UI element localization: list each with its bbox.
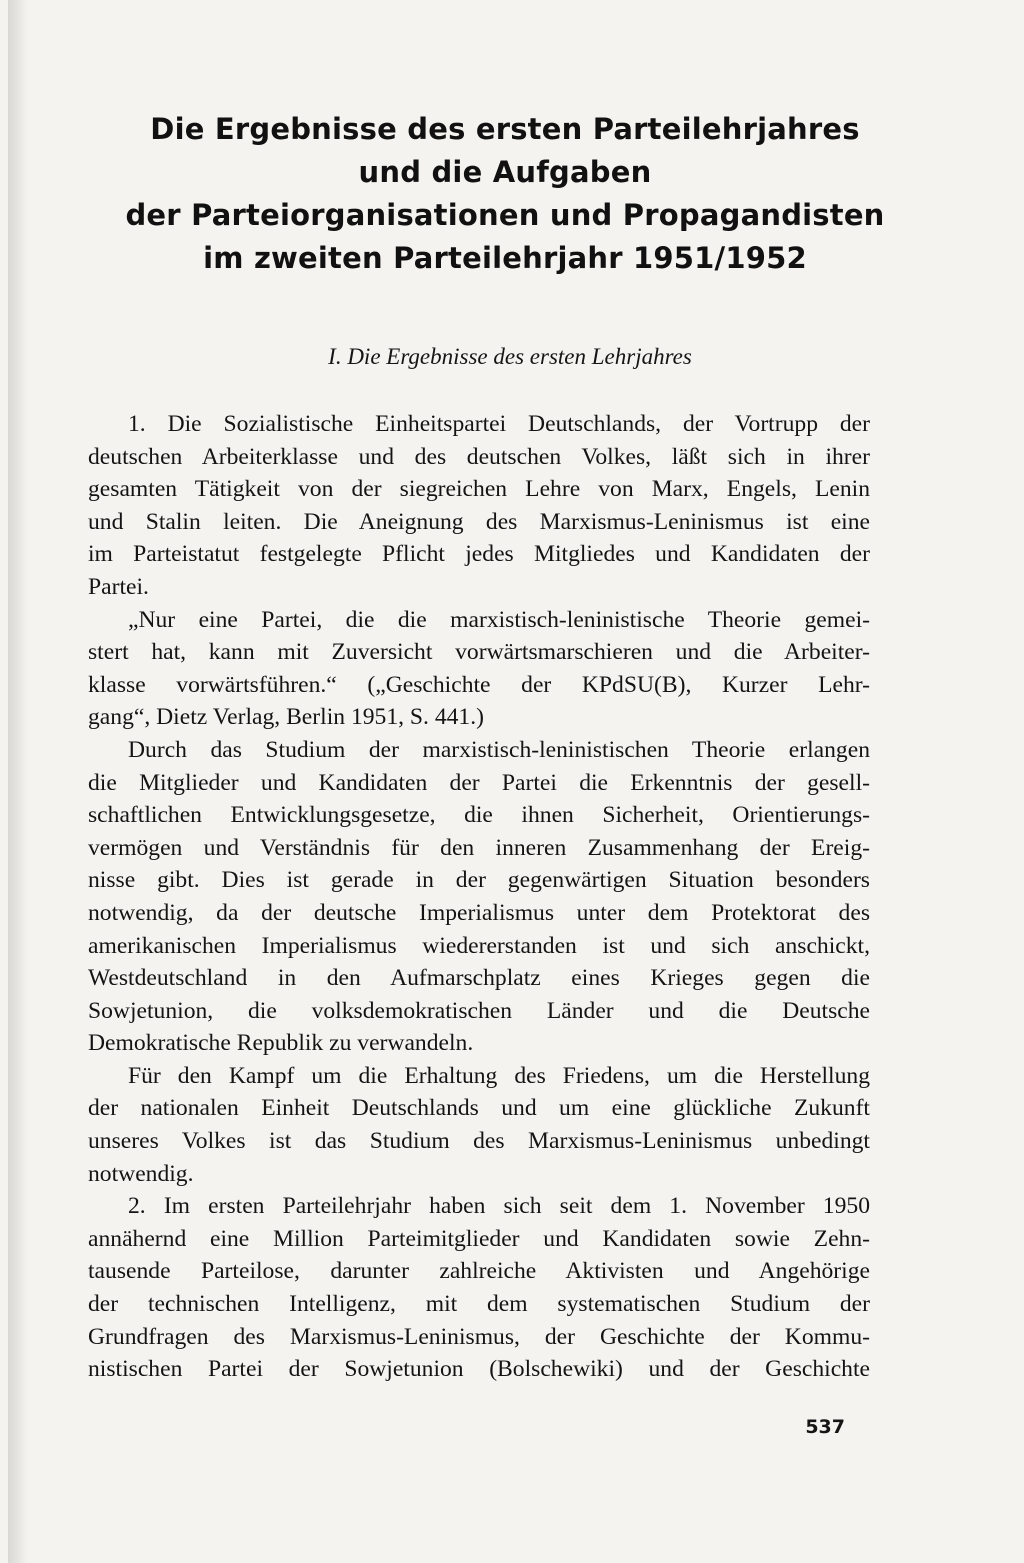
text-line: vermögen und Verständnis für den inneren Zusammenhang der Ereig-	[88, 834, 870, 861]
text-line: Demokratische Republik zu verwandeln.	[88, 1030, 474, 1057]
text-line: gang“, Dietz Verlag, Berlin 1951, S. 441.)	[88, 704, 484, 731]
text-line: notwendig, da der deutsche Imperialismus unter dem Protektorat des	[88, 899, 870, 926]
title-line: und die Aufgaben	[358, 155, 652, 189]
title-line: Die Ergebnisse des ersten Parteilehrjahres	[150, 112, 860, 146]
text-line: nisse gibt. Dies ist gerade in der gegenwärtigen Situation besonders	[88, 867, 870, 894]
text-line: Grundfragen des Marxismus-Leninismus, der Geschichte der Kommu-	[88, 1323, 870, 1350]
text-line: 2. Im ersten Parteilehrjahr haben sich seit dem 1. November 1950	[128, 1193, 870, 1220]
text-line: tausende Parteilose, darunter zahlreiche Aktivisten und Angehörige	[88, 1258, 870, 1285]
text-line: unseres Volkes ist das Studium des Marxismus-Leninismus unbedingt	[88, 1128, 870, 1155]
text-line: Partei.	[88, 573, 149, 600]
text-line: der technischen Intelligenz, mit dem systematischen Studium der	[88, 1291, 870, 1318]
title-line: der Parteiorganisationen und Propagandisten	[125, 198, 885, 232]
text-line: amerikanischen Imperialismus wiedererstanden ist und sich anschickt,	[88, 932, 870, 959]
title-line: im zweiten Parteilehrjahr 1951/1952	[203, 241, 807, 275]
text-line: 1. Die Sozialistische Einheitspartei Deutschlands, der Vortrupp der	[128, 411, 870, 437]
text-line: „Nur eine Partei, die die marxistisch-leninistische Theorie gemei-	[128, 606, 870, 633]
text-line: stert hat, kann mit Zuversicht vorwärtsmarschieren und die Arbeiter-	[88, 639, 870, 666]
text-line: gesamten Tätigkeit von der siegreichen Lehre von Marx, Engels, Lenin	[88, 476, 870, 503]
scan-edge-shadow	[8, 0, 28, 1563]
text-line: die Mitglieder und Kandidaten der Partei die Erkenntnis der gesell-	[88, 769, 870, 796]
text-line: Für den Kampf um die Erhaltung des Friedens, um die Herstellung	[128, 1062, 870, 1089]
text-line: schaftlichen Entwicklungsgesetze, die ihnen Sicherheit, Orientierungs-	[88, 802, 870, 829]
text-line: nistischen Partei der Sowjetunion (Bolschewiki) und der Geschichte	[88, 1356, 870, 1383]
chapter-title	[90, 108, 920, 280]
text-line: im Parteistatut festgelegte Pflicht jedes Mitgliedes und Kandidaten der	[88, 541, 870, 568]
text-line: klasse vorwärtsführen.“ („Geschichte der KPdSU(B), Kurzer Lehr-	[88, 671, 870, 698]
text-line: der nationalen Einheit Deutschlands und um eine glückliche Zukunft	[88, 1095, 870, 1122]
text-line: notwendig.	[88, 1160, 194, 1187]
section-heading: I. Die Ergebnisse des ersten Lehrjahres	[328, 344, 692, 369]
text-line: und Stalin leiten. Die Aneignung des Marxismus-Leninismus ist eine	[88, 508, 870, 535]
text-line: deutschen Arbeiterklasse und des deutschen Volkes, läßt sich in ihrer	[88, 443, 870, 470]
text-line: Durch das Studium der marxistisch-leninistischen Theorie erlangen	[128, 736, 870, 763]
text-line: annähernd eine Million Parteimitglieder und Kandidaten sowie Zehn-	[88, 1225, 870, 1252]
text-line: Sowjetunion, die volksdemokratischen Länder und die Deutsche	[88, 997, 870, 1024]
page-number: 537	[805, 1416, 845, 1438]
text-line: Westdeutschland in den Aufmarschplatz eines Krieges gegen die	[88, 965, 870, 992]
body-text	[88, 408, 870, 1386]
